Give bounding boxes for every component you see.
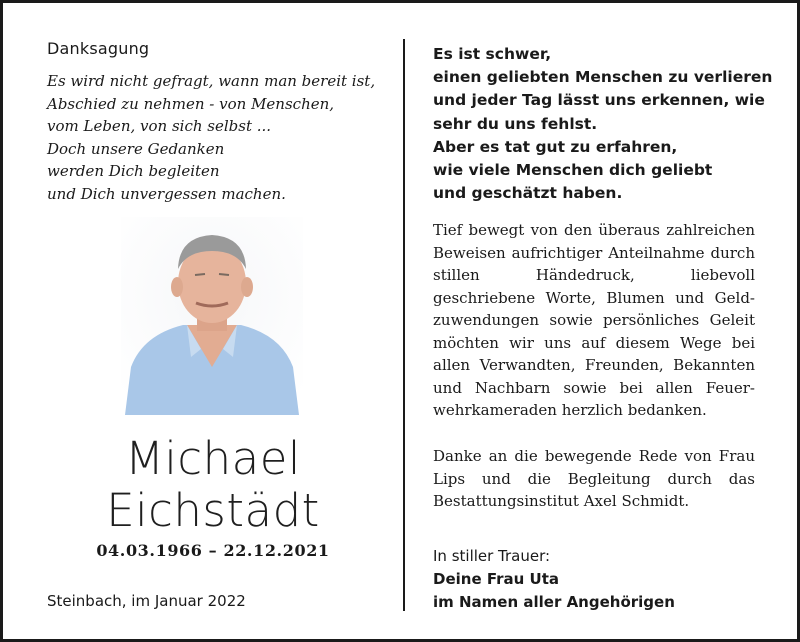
quote-line: Es ist schwer, [433, 45, 552, 63]
life-dates: 04.03.1966 – 22.12.2021 [96, 541, 330, 560]
quote-line: einen geliebten Menschen zu verlieren [433, 68, 773, 87]
quote-line: sehr du uns fehlst. [433, 114, 598, 133]
quote-line: und geschätzt haben. [433, 184, 623, 203]
poem-line: werden Dich begleiten [47, 162, 220, 180]
poem-line: Es wird nicht gefragt, wann man bereit ist, [47, 72, 376, 90]
place-date: Steinbach, im Januar 2022 [47, 592, 246, 610]
speech-thanks-paragraph: Danke an die bewegende Rede von Frau Lips und die Begleitung durch das Bestattungsinstitut Axel Schmidt. [433, 447, 755, 510]
left-column [47, 39, 377, 205]
sign-name: Deine Frau Uta [433, 570, 560, 588]
quote [433, 43, 773, 205]
quote-line: wie viele Menschen dich geliebt [433, 161, 713, 180]
poem-line: Doch unsere Gedanken [47, 139, 225, 158]
poem-line: vom Leben, von sich selbst ... [47, 117, 272, 135]
sign-family: im Namen aller Angehörigen [433, 593, 675, 611]
thanks-paragraph: Tief bewegt von den überaus zahlreichen Beweisen aufrichtiger Anteilnahme durch stillen Händedruck, liebevoll geschriebene Worte, Blumen und Geldzuwendungen sowie persönliches Geleit möchten wir uns auf diesem Wege bei allen Verwandten, Freunden, Bekannten und Nachbarn sowie bei allen Feuerwehrkameraden herzlich bedanken. [433, 221, 755, 419]
poem [47, 70, 377, 205]
portrait-illustration [121, 217, 303, 415]
sign-intro: In stiller Trauer: [433, 547, 551, 565]
poem-line: und Dich unvergessen machen. [47, 184, 286, 203]
poem-line: Abschied zu nehmen - von Menschen, [47, 94, 335, 113]
first-name: Michael [125, 432, 301, 485]
quote-line: und jeder Tag lässt uns erkennen, wie [433, 91, 765, 110]
last-name: Eichstädt [106, 484, 320, 537]
signature-block [433, 545, 755, 614]
heading: Danksagung [47, 39, 150, 58]
quote-line: Aber es tat gut zu erfahren, [433, 137, 678, 156]
portrait-photo [121, 217, 303, 415]
column-divider [403, 39, 405, 611]
